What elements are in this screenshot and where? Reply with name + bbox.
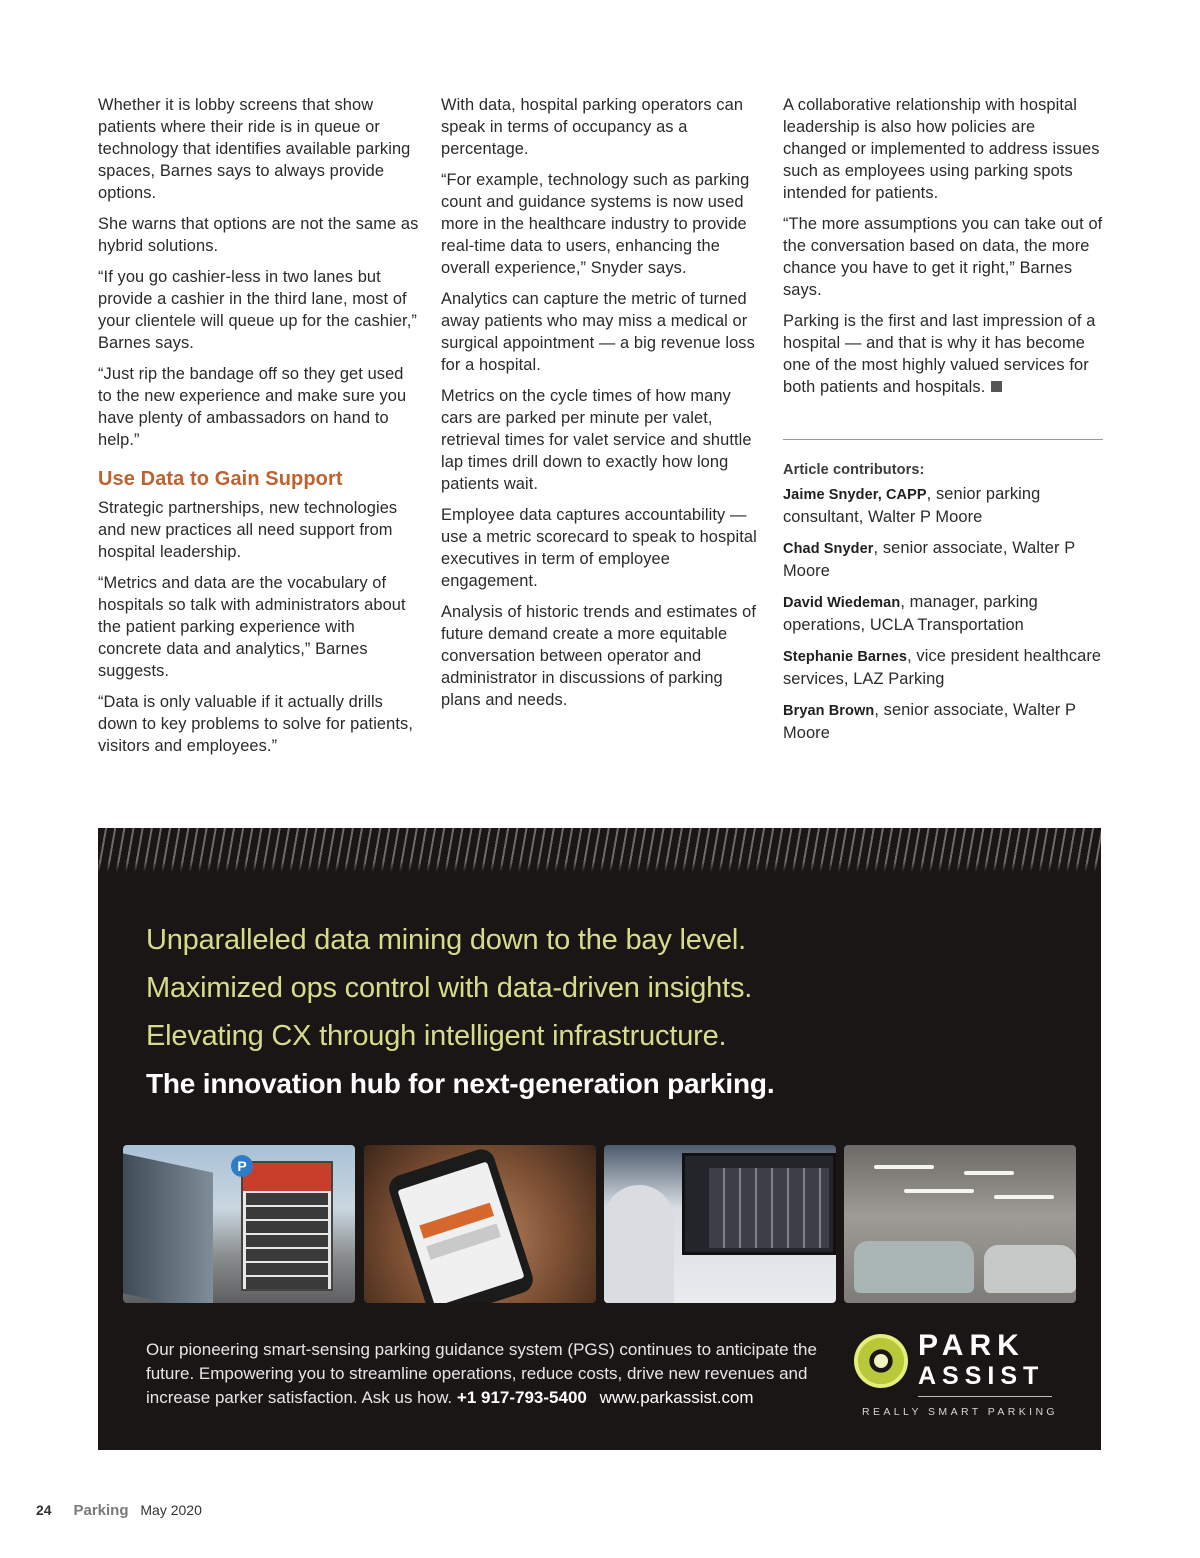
paragraph: “Just rip the bandage off so they get used to the new experience and make sure you have plenty of ambassadors on hand to help.” <box>98 365 407 449</box>
contributor <box>783 591 1103 636</box>
ad-url: www.parkassist.com <box>599 1388 754 1407</box>
contributor-role: , manager, parking operations, UCLA Transportation <box>783 593 1038 634</box>
level-count-sign-graphic <box>241 1161 333 1291</box>
logo-tagline: REALLY SMART PARKING <box>862 1406 1058 1418</box>
contributor <box>783 483 1103 528</box>
ad-phone: +1 917-793-5400 <box>456 1388 587 1407</box>
parking-icon: P <box>231 1155 253 1177</box>
contributor-role: , vice president healthcare services, LAZ Parking <box>783 647 1102 688</box>
contributors-heading: Article contributors: <box>783 462 925 478</box>
paragraph: Metrics on the cycle times of how many cars are parked per minute per valet, retrieval times for valet service and shuttle lap times drill down to exactly how long patients wait. <box>441 387 752 493</box>
page-number: 24 <box>36 1502 52 1518</box>
ad-body-text <box>146 1338 846 1410</box>
contributor-name: David Wiedeman <box>783 595 901 611</box>
logo-word: ASSIST <box>918 1362 1045 1390</box>
paragraph: Whether it is lobby screens that show patients where their ride is in queue or technology that identifies available parking spaces, Barnes says to always provide options. <box>98 96 411 202</box>
ad-headline: Maximized ops control with data-driven insights. <box>146 972 753 1004</box>
ad-headline: Unparalleled data mining down to the bay level. <box>146 924 746 956</box>
contributor-name: Jaime Snyder, CAPP <box>783 487 927 503</box>
paragraph-text: Parking is the first and last impression of a hospital — and that is why it has become one of the most highly valued services for both patients and hospitals. <box>783 312 1096 396</box>
article-column-3 <box>783 94 1103 753</box>
divider <box>783 439 1103 440</box>
contributor <box>783 645 1103 690</box>
photo-smartphone-app <box>364 1145 596 1303</box>
paragraph <box>783 310 1103 398</box>
logo-word: PARK <box>918 1329 1025 1362</box>
paragraph: “Data is only valuable if it actually drills down to key problems to solve for patients, visitors and employees.” <box>98 693 413 755</box>
contributor-name: Chad Snyder <box>783 541 874 557</box>
contributor-role: , senior associate, Walter P Moore <box>783 701 1076 742</box>
paragraph: “The more assumptions you can take out of the conversation based on data, the more chance you have to get it right,” Barnes says. <box>783 215 1103 299</box>
article-column-1 <box>98 94 420 766</box>
paragraph: She warns that options are not the same as hybrid solutions. <box>98 215 419 255</box>
park-assist-logo-icon <box>854 1334 908 1388</box>
contributor-role: , senior associate, Walter P Moore <box>783 539 1075 580</box>
decorative-stripe-band <box>98 828 1101 872</box>
photo-parking-garage <box>844 1145 1076 1303</box>
photo-monitor-camera-view <box>604 1145 836 1303</box>
article-column-2 <box>441 94 759 720</box>
park-assist-advertisement <box>98 828 1101 1450</box>
paragraph: “For example, technology such as parking count and guidance systems is now used more in the healthcare industry to provide real-time data to users, enhancing the overall experience,” Snyder says. <box>441 171 750 277</box>
contributor-name: Bryan Brown <box>783 703 875 719</box>
contributor <box>783 699 1103 744</box>
paragraph: Analytics can capture the metric of turned away patients who may miss a medical or surgical appointment — a big revenue loss for a hospital. <box>441 290 755 374</box>
paragraph: “If you go cashier-less in two lanes but provide a cashier in the third lane, most of your clientele will queue up for the cashier,” Barnes says. <box>98 268 417 352</box>
paragraph: Analysis of historic trends and estimates of future demand create a more equitable conversation between operator and administrator in discussions of parking plans and needs. <box>441 603 757 709</box>
logo-divider <box>918 1396 1052 1397</box>
issue-date: May 2020 <box>140 1502 202 1518</box>
photo-parking-structure-sign <box>123 1145 355 1303</box>
end-of-article-mark <box>991 381 1002 392</box>
ad-tagline: The innovation hub for next-generation parking. <box>146 1068 775 1099</box>
contributor <box>783 537 1103 582</box>
paragraph: A collaborative relationship with hospital leadership is also how policies are changed or implemented to address issues such as employees using parking spots intended for patients. <box>783 96 1100 202</box>
contributor-name: Stephanie Barnes <box>783 649 908 665</box>
paragraph: “Metrics and data are the vocabulary of hospitals so talk with administrators about the patient parking experience with concrete data and analytics,” Barnes suggests. <box>98 574 406 680</box>
magazine-name: Parking <box>73 1502 129 1519</box>
ad-body-copy: Our pioneering smart-sensing parking guidance system (PGS) continues to anticipate the future. Empowering you to streamline operations, reduce costs, drive new revenues and increase parker satisfaction. Ask us how. <box>146 1340 817 1407</box>
paragraph: Employee data captures accountability — use a metric scorecard to speak to hospital executives in term of employee engagement. <box>441 506 757 590</box>
paragraph: With data, hospital parking operators can speak in terms of occupancy as a percentage. <box>441 96 744 158</box>
contributor-role: , senior parking consultant, Walter P Moore <box>783 485 1041 526</box>
page-footer <box>36 1502 202 1519</box>
paragraph: Strategic partnerships, new technologies and new practices all need support from hospital leadership. <box>98 499 398 561</box>
ad-headline: Elevating CX through intelligent infrastructure. <box>146 1020 727 1052</box>
park-assist-logo <box>854 1329 1058 1422</box>
section-heading: Use Data to Gain Support <box>98 468 343 490</box>
